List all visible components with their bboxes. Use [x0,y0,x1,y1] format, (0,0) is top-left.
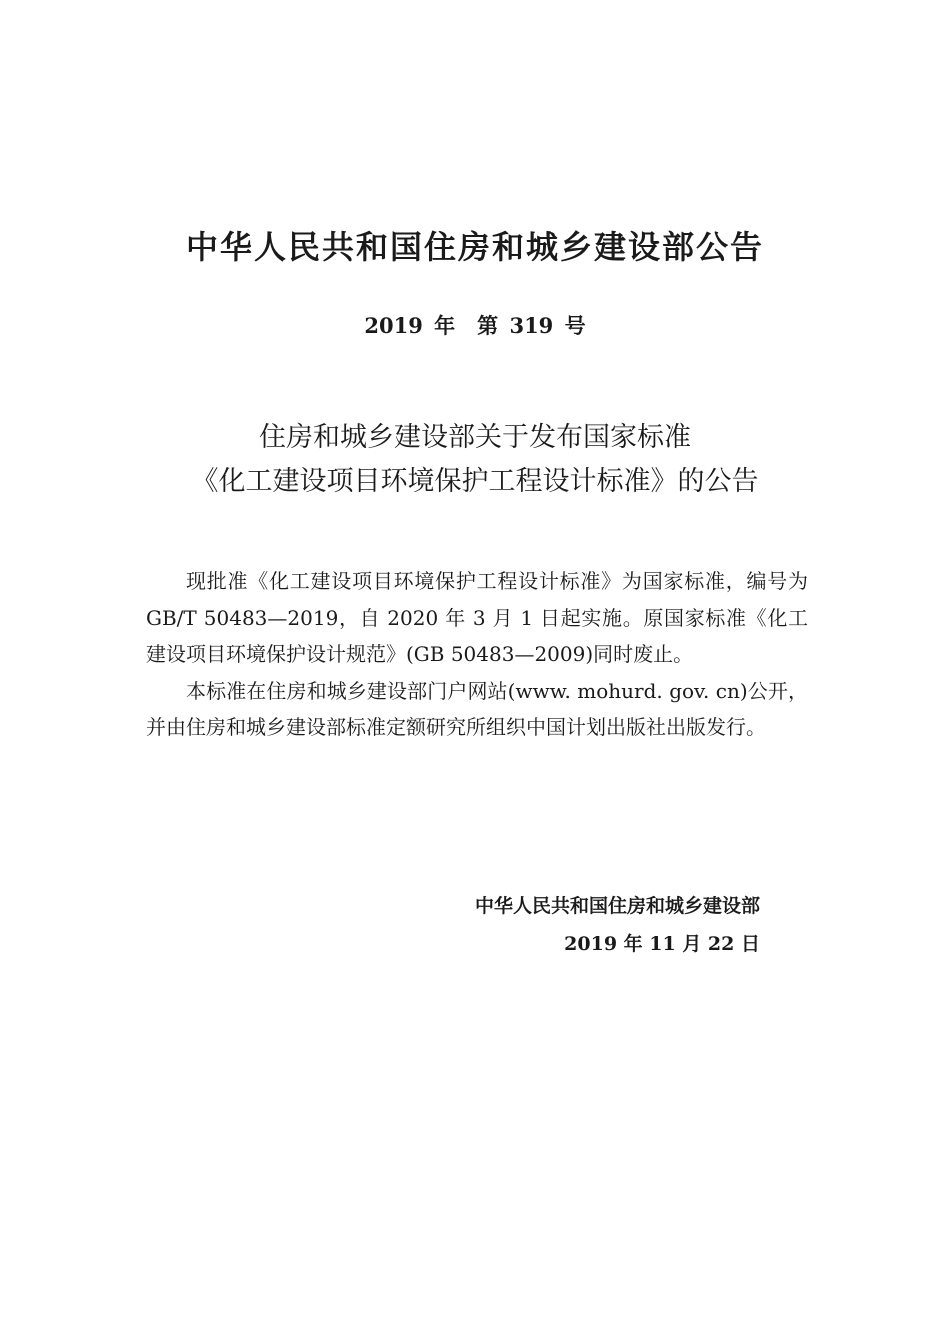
notice-subtitle [0,416,950,504]
subtitle-line-2: 《化工建设项目环境保护工程设计标准》的公告 [191,466,759,497]
body-paragraph-2: 本标准在住房和城乡建设部门户网站(www. mohurd. gov. cn)公开，并由住房和城乡建设部标准定额研究所组织中国计划出版社出版发行。 [146,678,808,739]
issuer-name: 中华人民共和国住房和城乡建设部 [474,895,760,917]
document-number [0,310,950,340]
subtitle-line-1: 住房和城乡建设部关于发布国家标准 [259,422,691,453]
notice-body [146,563,808,746]
main-title: 中华人民共和国住房和城乡建设部公告 [185,228,764,266]
signature-block [475,887,760,963]
body-paragraph-1: 现批准《化工建设项目环境保护工程设计标准》为国家标准，编号为 GB/T 50483—2019，自 2020 年 3 月 1 日起实施。原国家标准《化工建设项目环境保护设计规范》(GB 50483—2009)同时废止。 [146,569,808,666]
issue-date: 2019 年 11 月 22 日 [564,933,760,955]
document-serial: 第 319 号 [477,313,586,338]
document-year: 2019 年 [364,313,456,338]
